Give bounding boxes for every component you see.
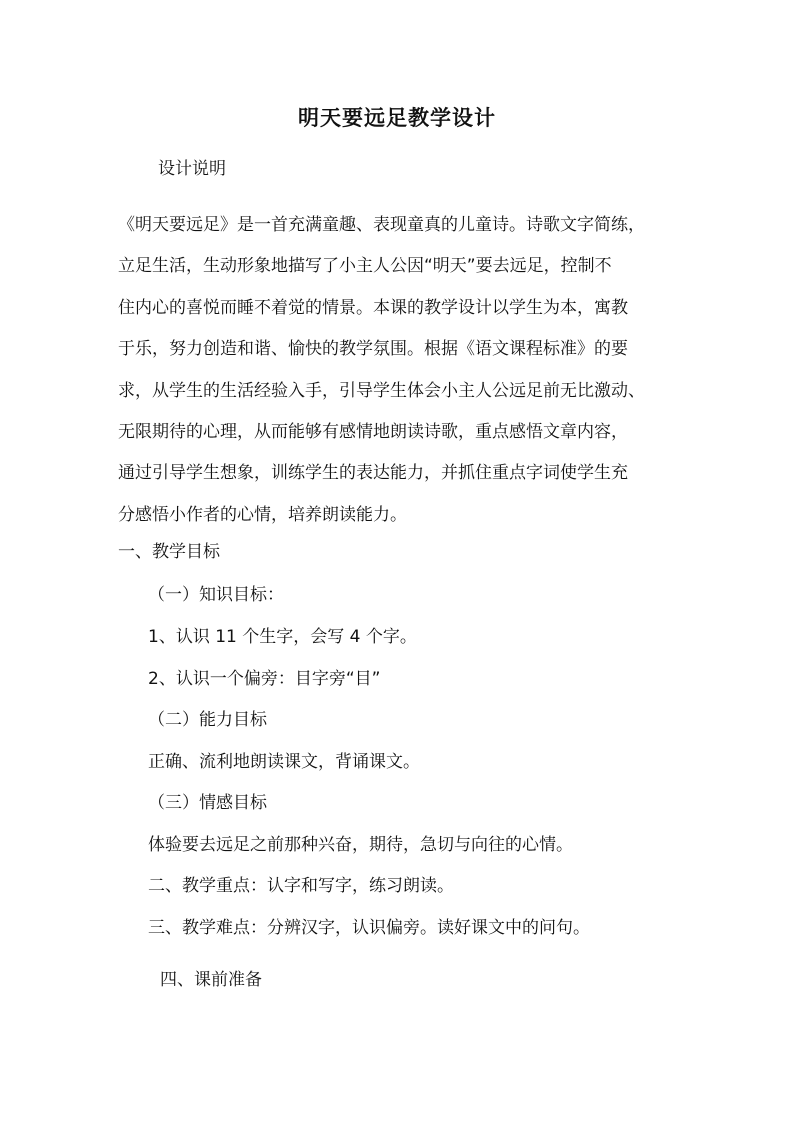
section-key-points: 二、教学重点：认字和写字，练习朗读。 <box>148 876 454 896</box>
ability-goal-text: 正确、流利地朗读课文，背诵课文。 <box>148 752 420 772</box>
document-title: 明天要远足教学设计 <box>298 105 496 130</box>
ability-goal-heading: （二）能力目标 <box>148 710 267 730</box>
intro-line: 于乐，努力创造和谐、愉快的教学氛围。根据《语文课程标准》的要 <box>118 339 628 360</box>
intro-paragraph <box>118 205 678 536</box>
design-note-heading: 设计说明 <box>158 159 226 179</box>
intro-line: 无限期待的心理，从而能够有感情地朗读诗歌，重点感悟文章内容， <box>118 422 628 443</box>
intro-line: 住内心的喜悦而睡不着觉的情景。本课的教学设计以学生为本，寓教 <box>118 297 628 318</box>
knowledge-goal-item: 2、认识一个偏旁：目字旁“目” <box>148 669 381 689</box>
section-preparation: 四、课前准备 <box>160 970 262 990</box>
intro-line: 通过引导学生想象，训练学生的表达能力，并抓住重点字词使学生充 <box>118 463 628 484</box>
section-teaching-goals-heading: 一、教学目标 <box>118 542 220 562</box>
section-difficulties: 三、教学难点：分辨汉字，认识偏旁。读好课文中的问句。 <box>148 918 590 938</box>
intro-line: 求，从学生的生活经验入手，引导学生体会小主人公远足前无比激动、 <box>118 380 645 401</box>
knowledge-goal-heading: （一）知识目标： <box>148 585 284 605</box>
intro-line: 立足生活，生动形象地描写了小主人公因“明天”要去远足，控制不 <box>118 256 612 277</box>
emotion-goal-heading: （三）情感目标 <box>148 793 267 813</box>
intro-line: 《明天要远足》是一首充满童趣、表现童真的儿童诗。诗歌文字简练， <box>118 215 645 235</box>
emotion-goal-text: 体验要去远足之前那种兴奋，期待，急切与向往的心情。 <box>148 835 573 855</box>
knowledge-goal-item: 1、认识 11 个生字，会写 4 个字。 <box>148 627 417 647</box>
intro-line: 分感悟小作者的心情，培养朗读能力。 <box>118 504 407 525</box>
